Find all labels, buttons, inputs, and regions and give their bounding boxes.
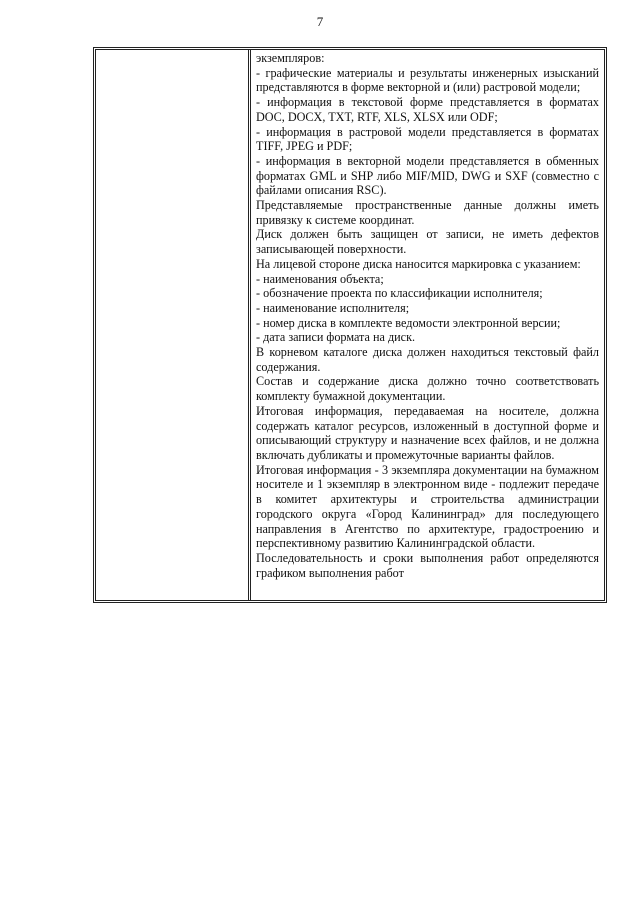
paragraph-disk-marking: На лицевой стороне диска наносится маркировка с указанием:: [256, 256, 581, 271]
paragraph-root-catalog: В корневом каталоге диска должен находиться текстовый файл содержания.: [256, 345, 599, 374]
table-right-cell: [251, 50, 604, 600]
paragraph-raster-formats: - информация в растровой модели представляется в форматах TIFF, JPEG и PDF;: [256, 124, 599, 154]
requirements-table: [93, 47, 607, 603]
paragraph-disk-protection: Диск должен быть защищен от записи, не иметь дефектов записывающей поверхности.: [256, 227, 599, 257]
paragraph-copies-continuation: экземпляров:: [256, 51, 325, 65]
paragraph-marking-contractor: - наименование исполнителя;: [256, 300, 410, 315]
paragraph-text-formats: - информация в текстовой форме представляется в форматах DOC, DOCX, TXT, RTF, XLS, XLSX или ODF;: [256, 95, 599, 124]
paragraph-coordinate-binding: Представляемые пространственные данные должны иметь привязку к системе координат.: [256, 198, 599, 227]
paragraph-final-information: Итоговая информация, передаваемая на носителе, должна содержать каталог ресурсов, изложенный в доступной форме и описывающий структуру и назначение всех файлов, и не должна включать дубликаты и промежуточные варианты файлов.: [256, 403, 599, 462]
paragraph-marking-object-name: - наименования объекта;: [256, 271, 384, 286]
paragraph-marking-disk-number: - номер диска в комплекте ведомости электронной версии;: [256, 315, 561, 330]
table-left-cell: [96, 50, 251, 600]
page-number: 7: [316, 14, 324, 29]
paragraph-marking-project-code: - обозначение проекта по классификации исполнителя;: [256, 286, 543, 301]
paragraph-marking-date: - дата записи формата на диск.: [256, 330, 416, 345]
paragraph-handover: Итоговая информация - 3 экземпляра документации на бумажном носителе и 1 экземпляр в электронном виде - подлежит передаче в комитет архитектуры и строительства администрации городского округа «Город Калининград» для последующего направления в Агентство по архитектуре, градостроению и перспективному развитию Калининградской области.: [256, 462, 599, 551]
paragraph-disk-contents: Состав и содержание диска должно точно соответствовать комплекту бумажной документации.: [256, 374, 599, 404]
paragraph-schedule: Последовательность и сроки выполнения работ определяются графиком выполнения работ: [256, 550, 599, 580]
paragraph-vector-formats: - информация в векторной модели представляется в обменных форматах GML и SHP либо MIF/MID, DWG и SXF (совместно с файлами описания RSC).: [256, 153, 599, 198]
paragraph-graphic-materials: - графические материалы и результаты инженерных изысканий представляются в форме векторной и (или) растровой модели;: [256, 65, 599, 95]
